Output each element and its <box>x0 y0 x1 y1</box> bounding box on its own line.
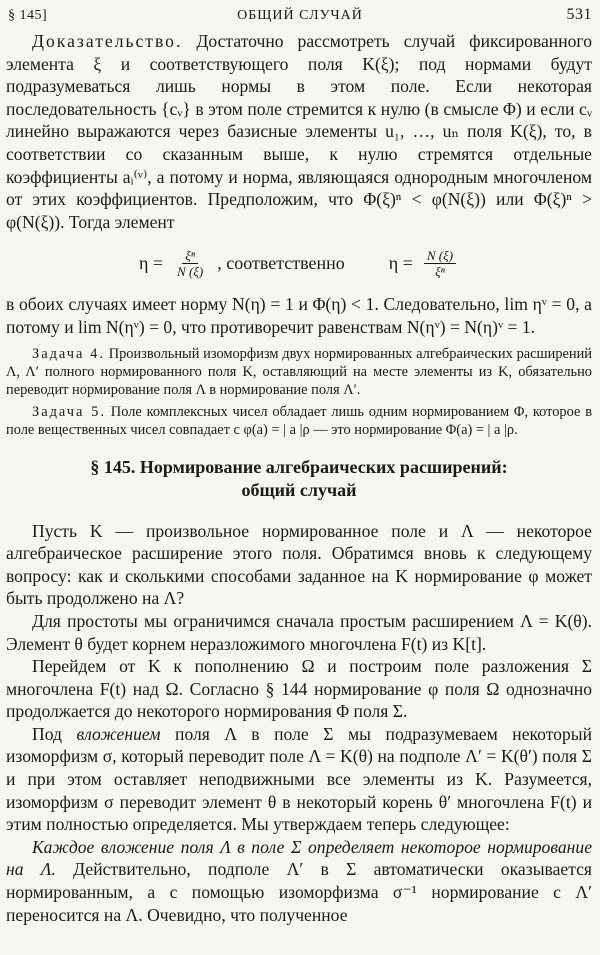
paragraph-2: Для простоты мы ограничимся сначала простым расширением Λ = K(θ). Элемент θ будет корнем неразложимого многочлена F(t) из K[t]. <box>6 610 592 654</box>
page-number: 531 <box>566 6 592 23</box>
exercise-4-text: Произвольный изоморфизм двух нормированных алгебраических расширений Λ, Λ′ полного нормированного поля K, оставляющий на месте элементы из K, обязательно переводит нормирование поля Λ в нормирование поля Λ′. <box>6 345 593 398</box>
exercise-5 <box>6 403 592 439</box>
exercises-block <box>6 345 592 440</box>
paragraph-4 <box>6 723 592 836</box>
exercise-4-label: Задача 4. <box>32 345 105 362</box>
fraction-2-numerator: N (ξ) <box>424 248 456 264</box>
section-heading-line-2: общий случай <box>241 479 357 500</box>
paragraph-1: Пусть K — произвольное нормированное поле и Λ — некоторое алгебраическое расширение этого поля. Обратимся вновь к следующему вопросу: как и сколькими способами заданное на K нормирование φ может быть продолжено на Λ? <box>6 520 592 609</box>
fraction-1-numerator: ξⁿ <box>182 248 198 264</box>
display-formula <box>6 233 592 293</box>
running-header <box>8 6 592 28</box>
formula-lhs-1: η = <box>138 253 164 274</box>
page-body <box>6 30 592 926</box>
section-heading-line-1: § 145. Нормирование алгебраических расширений: <box>90 456 508 477</box>
formula-middle-text: , соответственно <box>217 253 345 274</box>
paragraph-4-emphasis: вложением <box>76 723 161 744</box>
proof-paragraph <box>6 30 592 233</box>
exercise-4 <box>6 345 592 400</box>
exercise-5-text: Поле комплексных чисел обладает лишь одним нормированием Φ, которое в поле вещественных чисел совпадает с φ(a) = | a |ρ — это нормирование Φ(a) = | a |ρ. <box>6 404 592 439</box>
fraction-2-denominator: ξⁿ <box>435 263 445 279</box>
paragraph-5-emphasis: Каждое вложение поля Λ в поле Σ определяет некоторое нормирование на Λ. <box>6 836 592 880</box>
fraction-1-denominator: N (ξ) <box>177 263 204 279</box>
proof-text: Достаточно рассмотреть случай фиксированного элемента ξ и соответствующего поля K(ξ); под нормами будут подразумеваться лишь нормы в этом поле. Если некоторая последовательность {cᵥ} в этом поле стремится к нулю (в смысле Φ) и если cᵥ линейно выражаются через базисные элементы u₁, …, uₙ поля K(ξ), то, в соответствии со сказанным выше, к нулю стремятся отдельные коэффициенты aᵢ⁽ᵛ⁾, а потому и норма, являющаяся однородным многочленом от этих коэффициентов. Предположим, что Φ(ξ)ⁿ < φ(N(ξ)) или Φ(ξ)ⁿ > φ(N(ξ)). Тогда элемент <box>6 31 592 232</box>
paragraph-5-rest: Действительно, подполе Λ′ в Σ автоматически оказывается нормированным, а с помощью изоморфизма σ⁻¹ нормирование с Λ′ переносится на Λ. Очевидно, что полученное <box>6 859 593 925</box>
proof-label: Доказательство. <box>32 31 183 51</box>
paragraph-4-rest: поля Λ в поле Σ мы подразумеваем некоторый изоморфизм σ, который переводит поле Λ = K(θ) на подполе Λ′ = K(θ′) поля Σ и при этом оставляет неподвижными все элементы из K. Разумеется, изоморфизм σ переводит элемент θ в некоторый корень θ′ многочлена F(t) и этим полностью определяется. Мы утверждаем теперь следующее: <box>6 723 593 835</box>
section-heading <box>6 456 592 502</box>
paragraph-4-start: Под <box>32 723 62 744</box>
exercise-5-label: Задача 5. <box>32 404 106 421</box>
paragraph-5 <box>6 836 592 926</box>
fraction-2 <box>424 248 456 279</box>
paragraph-3: Перейдем от K к пополнению Ω и построим поле разложения Σ многочлена F(t) над Ω. Согласно § 144 нормирование φ поля Ω однозначно продолжается до некоторого нормирования Φ поля Σ. <box>6 656 592 722</box>
formula-lhs-2: η = <box>388 253 413 274</box>
fraction-1 <box>174 248 206 279</box>
after-formula-paragraph: в обоих случаях имеет норму N(η) = 1 и Φ(η) < 1. Следовательно, lim ηᵛ = 0, а потому и lim N(ηᵛ) = 0, что противоречит равенствам N(ηᵛ) = N(η)ᵛ = 1. <box>6 294 592 337</box>
header-section-ref: § 145] <box>8 8 48 23</box>
header-title: ОБЩИЙ СЛУЧАЙ <box>237 8 363 23</box>
